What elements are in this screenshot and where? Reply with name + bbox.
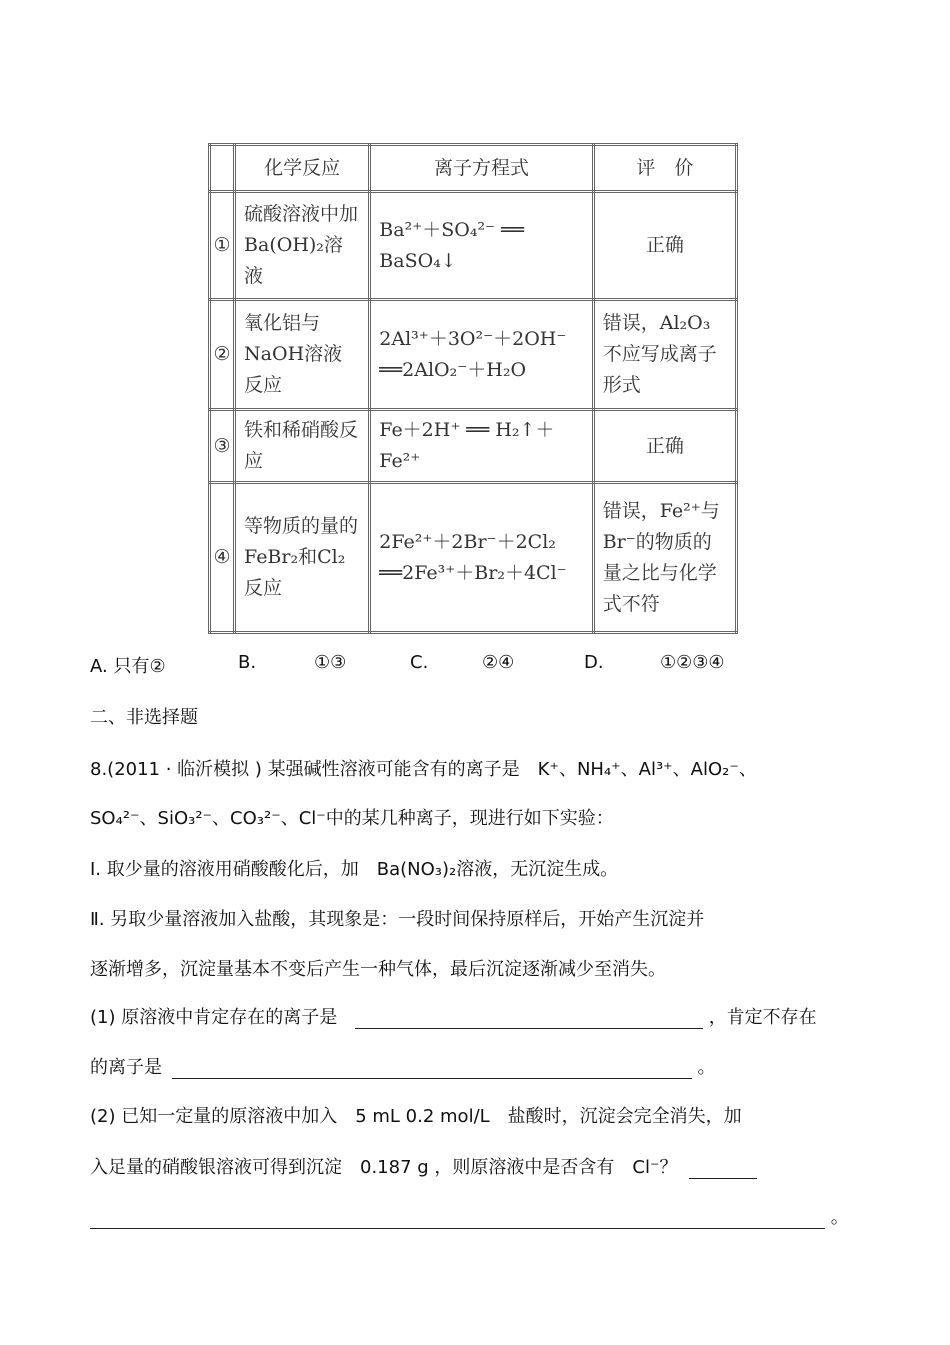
table-row (210, 300, 737, 410)
option-b-value: ①③ (314, 652, 347, 673)
table-header-row (210, 145, 737, 192)
option-c-label: C. (410, 652, 429, 673)
table-row (210, 192, 737, 300)
header-equation: 离子方程式 (370, 145, 593, 192)
q1-text-c: 的离子是 (90, 1057, 162, 1078)
row-number: ③ (210, 410, 235, 483)
option-a: A. 只有② (90, 656, 166, 677)
section-title: 二、非选择题 (90, 707, 198, 728)
q2-line3 (90, 1203, 849, 1229)
q2-answer-blank-2[interactable] (90, 1208, 825, 1229)
row-number: ① (210, 192, 235, 300)
row-number: ④ (210, 483, 235, 633)
q2-line2 (90, 1153, 757, 1179)
option-b-label: B. (238, 652, 257, 673)
option-d-label: D. (584, 652, 604, 673)
reaction-evaluation-table (208, 143, 738, 634)
q1-text-a: (1) 原溶液中肯定存在的离子是 (90, 1007, 338, 1028)
q1-answer-blank-1[interactable] (355, 1008, 703, 1029)
row-evaluation: 错误，Fe²⁺与Br⁻的物质的量之比与化学式不符 (593, 483, 736, 633)
row-reaction: 铁和稀硝酸反应 (235, 410, 370, 483)
q8-step2-a: Ⅱ. 另取少量溶液加入盐酸，其现象是：一段时间保持原样后，开始产生沉淀并 (90, 909, 705, 930)
row-equation: Fe＋2H⁺ ══ H₂↑＋Fe²⁺ (370, 410, 593, 483)
q8-step2-b: 逐渐增多，沉淀量基本不变后产生一种气体，最后沉淀逐渐减少至消失。 (90, 959, 666, 980)
header-reaction: 化学反应 (235, 145, 370, 192)
q1-line1 (90, 1003, 817, 1029)
table-row (210, 483, 737, 633)
row-equation: 2Fe²⁺＋2Br⁻＋2Cl₂ ══2Fe³⁺＋Br₂＋4Cl⁻ (370, 483, 593, 633)
q8-line2: SO₄²⁻、SiO₃²⁻、CO₃²⁻、Cl⁻中的某几种离子，现进行如下实验： (90, 808, 614, 829)
row-equation: Ba²⁺＋SO₄²⁻ ══ BaSO₄↓ (370, 192, 593, 300)
option-d-value: ①②③④ (660, 652, 725, 673)
q8-line1: 8.(2011 · 临沂模拟 ) 某强碱性溶液可能含有的离子是 K⁺、NH₄⁺、Al³⁺、AlO₂⁻、 (90, 759, 757, 780)
row-evaluation: 正确 (593, 192, 736, 300)
row-evaluation: 正确 (593, 410, 736, 483)
row-reaction: 硫酸溶液中加Ba(OH)₂溶液 (235, 192, 370, 300)
row-number: ② (210, 300, 235, 410)
q1-end: 。 (697, 1057, 716, 1078)
option-c-value: ②④ (482, 652, 515, 673)
header-num (210, 145, 235, 192)
header-evaluation: 评 价 (593, 145, 736, 192)
q8-step1: Ⅰ. 取少量的溶液用硝酸酸化后，加 Ba(NO₃)₂溶液，无沉淀生成。 (90, 859, 619, 880)
q1-line2 (90, 1053, 715, 1079)
q2-end: 。 (830, 1207, 849, 1228)
row-reaction: 氧化铝与NaOH溶液反应 (235, 300, 370, 410)
q2-text-b: 入足量的硝酸银溶液可得到沉淀 0.187 g ，则原溶液中是否含有 Cl⁻？ (90, 1157, 678, 1178)
q1-answer-blank-2[interactable] (172, 1058, 692, 1079)
row-equation: 2Al³⁺＋3O²⁻＋2OH⁻ ══2AlO₂⁻＋H₂O (370, 300, 593, 410)
row-evaluation: 错误，Al₂O₃不应写成离子形式 (593, 300, 736, 410)
table-row (210, 410, 737, 483)
row-reaction: 等物质的量的FeBr₂和Cl₂反应 (235, 483, 370, 633)
q2-answer-blank-1[interactable] (689, 1158, 757, 1179)
q1-text-b: ，肯定不存在 (708, 1007, 817, 1028)
q2-line1: (2) 已知一定量的原溶液中加入 5 mL 0.2 mol/L 盐酸时，沉淀会完全消失，加 (90, 1106, 742, 1127)
